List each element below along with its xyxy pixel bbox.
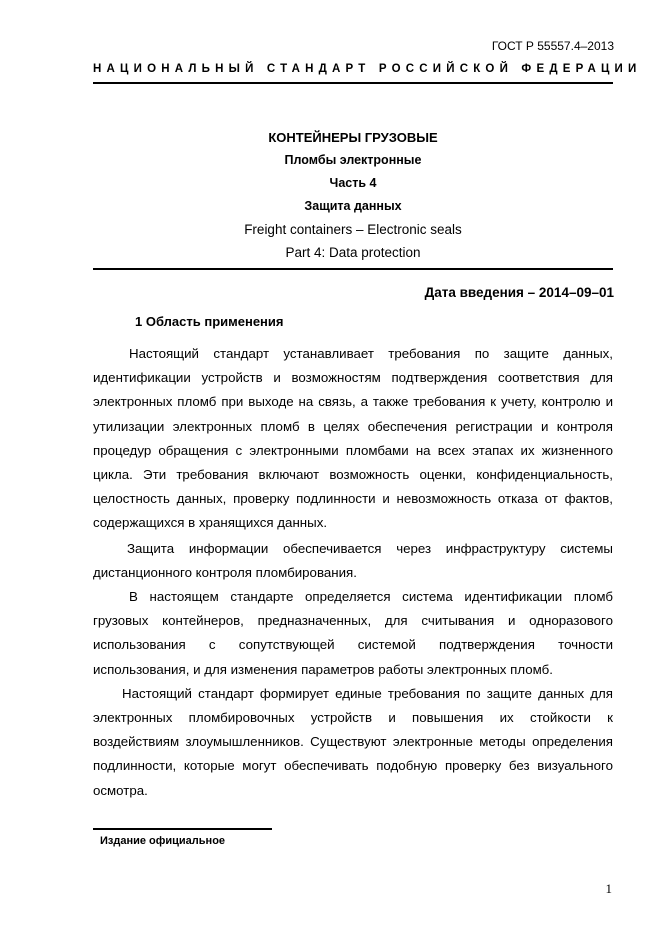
title-sub: Пломбы электронные [284, 153, 422, 167]
section-heading: 1 Область применения [135, 314, 284, 329]
paragraph: В настоящем стандарте определяется система идентификации пломб грузовых контейнеров, предназначенных, для считывания и одноразового использования с сопутствующей системой подтверждения точности использования, и для изменения параметров работы электронных пломб. [93, 589, 613, 677]
footer-divider [93, 828, 272, 830]
introduction-date: Дата введения – 2014–09–01 [424, 285, 614, 300]
paragraph: Настоящий стандарт устанавливает требования по защите данных, идентификации устройств и возможностям подтверждения соответствия для электронных пломб при выходе на связь, а также требования к учету, контролю и утилизации электронных пломб в целях обеспечения регистрации и контроля процедур обращения с электронными пломбами на всех этапах их жизненного цикла. Эти требования включают возможность оценки, конфиденциальность, целостность данных, проверку подлинности и невозможность отказа от фактов, содержащихся в хранящихся данных. [93, 346, 613, 531]
title-part-name: Защита данных [304, 199, 402, 213]
title-english: Freight containers – Electronic seals [244, 222, 462, 237]
standard-number: ГОСТ Р 55557.4–2013 [491, 39, 614, 53]
edition-note: Издание официальное [100, 835, 226, 847]
section-body [93, 342, 613, 803]
header-divider [93, 82, 613, 84]
title-part: Часть 4 [329, 176, 377, 190]
document-title-block [93, 126, 613, 264]
page-number: 1 [605, 881, 612, 896]
paragraph: Настоящий стандарт формирует единые требования по защите данных для электронных пломбировочных устройств и повышения их стойкости к воздействиям злоумышленников. Существуют электронные методы определения подлинности, которые могут обеспечивать подобную проверку без визуального осмотра. [93, 685, 613, 798]
paragraph: Защита информации обеспечивается через инфраструктуру системы дистанционного контроля пломбирования. [93, 540, 613, 580]
title-divider [93, 268, 613, 270]
national-standard-banner: НАЦИОНАЛЬНЫЙ СТАНДАРТ РОССИЙСКОЙ ФЕДЕРАЦИИ [93, 63, 642, 75]
title-main: КОНТЕЙНЕРЫ ГРУЗОВЫЕ [268, 130, 438, 145]
title-english-part: Part 4: Data protection [285, 245, 421, 260]
